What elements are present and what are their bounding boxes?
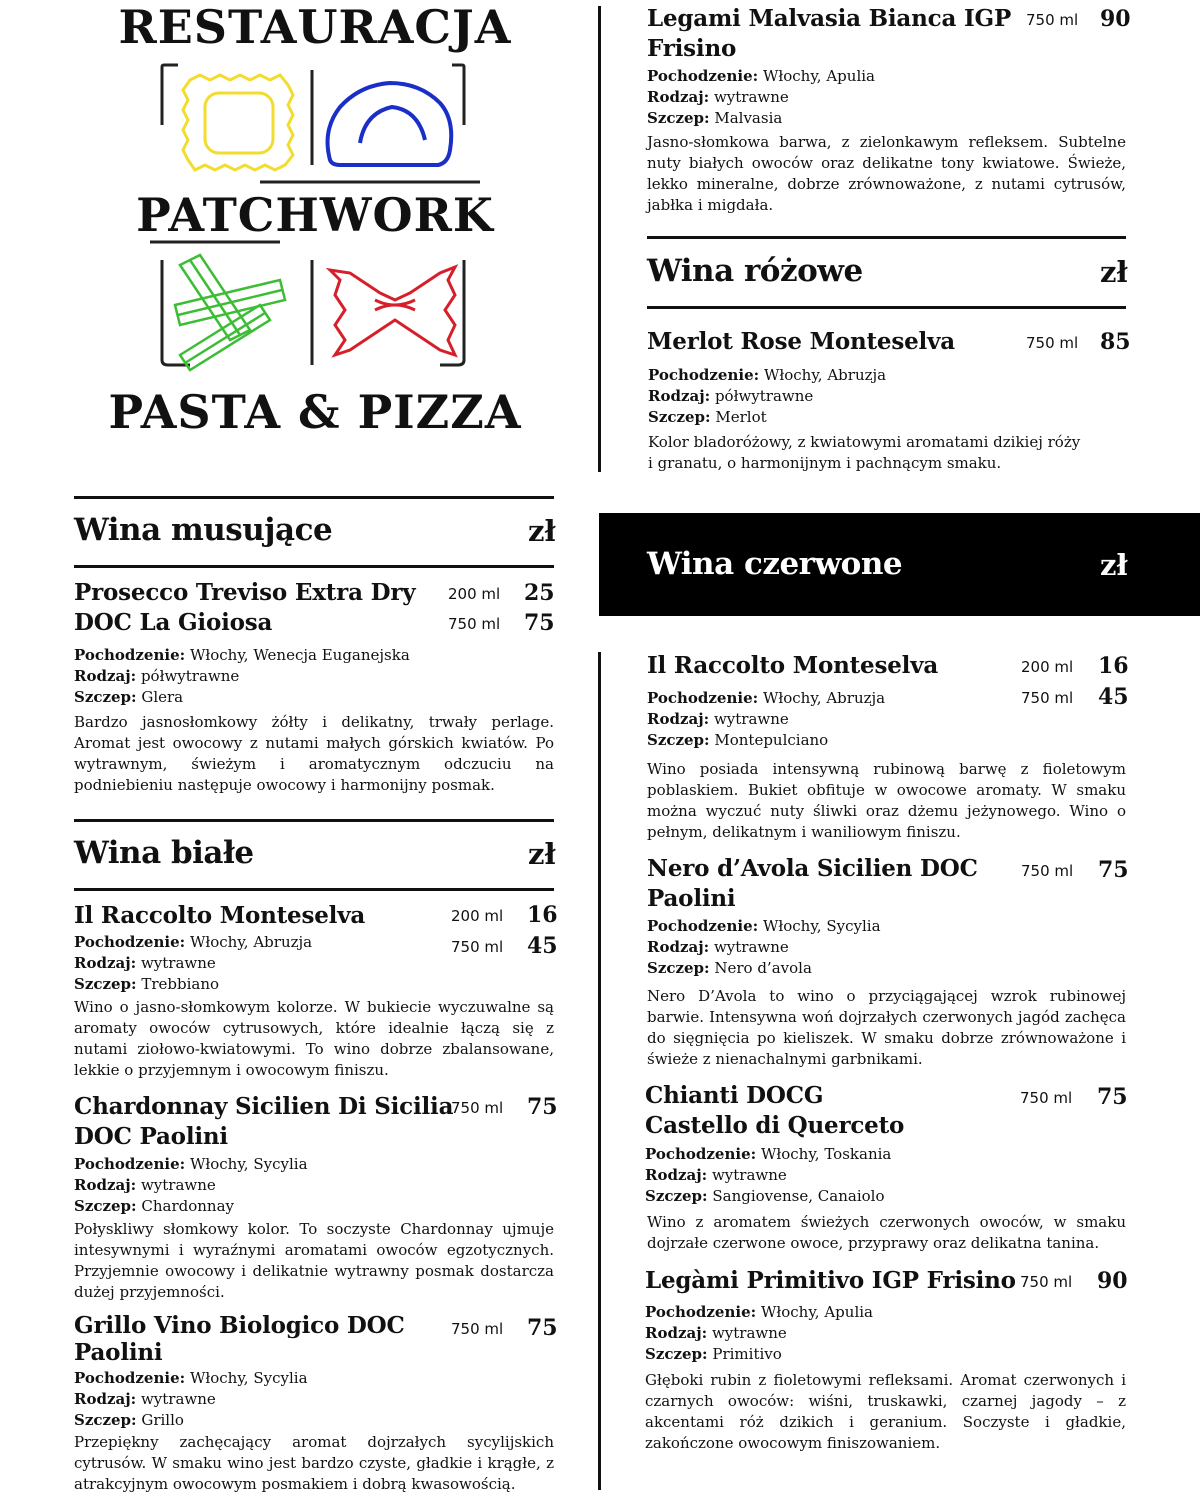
- wine-details: Pochodzenie: Włochy, Abruzja Rodzaj: wytrawne Szczep: Trebbiano: [74, 933, 313, 993]
- wine-name: Chianti DOCG Castello di Querceto: [645, 1082, 905, 1139]
- wine-details: Pochodzenie: Włochy, Sycylia Rodzaj: wytrawne Szczep: Grillo: [74, 1369, 308, 1429]
- section-currency: zł: [1100, 255, 1128, 289]
- wine-price: 75: [527, 1094, 558, 1120]
- wine-description: Wino posiada intensywną rubinową barwę z fioletowym poblaskiem. Bukiet obfituje w owocowe aromaty. W smaku można wyczuć nuty śliwki oraz dżemu jeżynowego. Wino o pełnym, delikatnym i waniliowym finiszu.: [647, 760, 1126, 841]
- wine-volume: 750 ml: [1026, 11, 1079, 29]
- section-rule-top: [647, 236, 1126, 239]
- wine-name: Merlot Rose Monteselva: [647, 328, 955, 355]
- wine-name: Legami Malvasia Bianca IGP Frisino: [647, 5, 1012, 62]
- wine-volume: 750 ml: [448, 615, 501, 633]
- dumpling-icon: [328, 83, 452, 165]
- section-currency: zł: [528, 514, 556, 548]
- wine-description: Wino z aromatem świeżych czerwonych owoców, w smaku dojrzałe czerwone owoce, przyprawy oraz delikatna tanina.: [647, 1213, 1126, 1252]
- wine-name: Legàmi Primitivo IGP Frisino: [645, 1267, 1016, 1294]
- column-divider: [598, 6, 601, 472]
- wine-price: 75: [524, 610, 555, 636]
- section-currency: zł: [1100, 548, 1128, 582]
- wine-price: 75: [1097, 1084, 1128, 1110]
- section-header-red: [599, 513, 1200, 616]
- section-title-rose: Wina różowe: [647, 253, 863, 289]
- brand-line-patchwork: PATCHWORK: [136, 188, 494, 242]
- wine-details: Pochodzenie: Włochy, Sycylia Rodzaj: wytrawne Szczep: Chardonnay: [74, 1155, 308, 1215]
- wine-volume: 750 ml: [1020, 1273, 1073, 1291]
- section-rule-bottom: [74, 565, 554, 568]
- wine-details: Pochodzenie: Włochy, Apulia Rodzaj: wytrawne Szczep: Primitivo: [645, 1303, 873, 1363]
- wine-volume: 750 ml: [451, 938, 504, 956]
- wine-details: Pochodzenie: Włochy, Apulia Rodzaj: wytrawne Szczep: Malvasia: [647, 67, 875, 127]
- wine-details: Pochodzenie: Włochy, Abruzja Rodzaj: wytrawne Szczep: Montepulciano: [647, 689, 886, 749]
- section-rule-bottom: [74, 888, 554, 891]
- wine-price: 85: [1100, 329, 1131, 355]
- brand-line-restauracja: RESTAURACJA: [118, 0, 512, 54]
- wine-name: Prosecco Treviso Extra Dry DOC La Gioiosa: [74, 579, 416, 636]
- wine-price: 25: [524, 580, 555, 606]
- wine-price: 45: [527, 933, 558, 959]
- section-title-sparkling: Wina musujące: [74, 512, 333, 548]
- wine-volume: 750 ml: [451, 1099, 504, 1117]
- wine-price: 75: [1098, 857, 1129, 883]
- wine-description: Jasno-słomkowa barwa, z zielonkawym refleksem. Subtelne nuty białych owoców oraz delikatne tony kwiatowe. Świeże, lekko mineralne, dobrze zrównoważone, z nutami cytrusów, jabłka i migdała.: [647, 133, 1126, 214]
- wine-name: Nero d’Avola Sicilien DOC Paolini: [647, 855, 978, 912]
- section-rule-top: [74, 819, 554, 822]
- wine-price: 90: [1100, 6, 1131, 32]
- section-title-white: Wina białe: [74, 835, 254, 871]
- wine-volume: 200 ml: [451, 907, 504, 925]
- ravioli-icon: [183, 75, 293, 170]
- wine-price: 90: [1097, 1268, 1128, 1294]
- wine-details: Pochodzenie: Włochy, Sycylia Rodzaj: wytrawne Szczep: Nero d’avola: [647, 917, 881, 977]
- wine-price: 16: [527, 902, 558, 928]
- wine-details: Pochodzenie: Włochy, Wenecja Euganejska Rodzaj: półwytrawne Szczep: Glera: [74, 646, 410, 706]
- farfalle-icon: [330, 267, 455, 355]
- wine-name: Il Raccolto Monteselva: [647, 652, 939, 679]
- section-rule-top: [74, 496, 554, 499]
- wine-volume: 750 ml: [1021, 862, 1074, 880]
- wine-description: Bardzo jasnosłomkowy żółty i delikatny, trwały perlage. Aromat jest owocowy z nutami małych górskich kwiatów. Po wytrawnym, świeżym i aromatycznym odczuciu na podniebieniu następuje owocowy i harmonijny posmak.: [74, 713, 554, 794]
- wine-details: Pochodzenie: Włochy, Toskania Rodzaj: wytrawne Szczep: Sangiovense, Canaiolo: [645, 1145, 892, 1205]
- wine-volume: 750 ml: [451, 1320, 504, 1338]
- wine-price: 45: [1098, 684, 1129, 710]
- section-title-red: Wina czerwone: [647, 546, 903, 582]
- wine-name: Chardonnay Sicilien Di Sicilia DOC Paolini: [74, 1093, 454, 1150]
- wine-details: Pochodzenie: Włochy, Abruzja Rodzaj: półwytrawne Szczep: Merlot: [648, 366, 887, 426]
- wine-description: Wino o jasno-słomkowym kolorze. W bukiecie wyczuwalne są aromaty owoców cytrusowych, które idealnie łączą się z nutami ziołowo-kwiatowymi. To wino dobrze zbalansowane, lekkie o przyjemnym i owocowym finiszu.: [74, 998, 554, 1079]
- wine-description: Połyskliwy słomkowy kolor. To soczyste Chardonnay ujmuje intesywnymi i wyraźnymi aromatami owoców egzotycznych. Przyjemnie owocowy i delikatnie wytrawny posmak dostarcza dużej przyjemności.: [74, 1220, 554, 1301]
- wine-name: Il Raccolto Monteselva: [74, 902, 366, 929]
- column-divider: [598, 652, 601, 1490]
- wine-description: Głęboki rubin z fioletowymi refleksami. Aromat czerwonych i czarnych owoców: wiśni, truskawki, czarnej jagody – z akcentami róż dzikich i geranium. Soczyste i gładkie, zakończone owocowym finiszowaniem.: [645, 1371, 1126, 1452]
- wine-volume: 750 ml: [1021, 689, 1074, 707]
- brand-line-pasta-pizza: PASTA & PIZZA: [108, 385, 522, 439]
- wine-volume: 200 ml: [448, 585, 501, 603]
- wine-price: 75: [527, 1315, 558, 1341]
- wine-description: Przepiękny zachęcający aromat dojrzałych sycylijskich cytrusów. W smaku wino jest bardzo czyste, gładkie i krągłe, z atrakcyjnym owocowym posmakiem i dobrą kwasowością.: [74, 1433, 554, 1493]
- penne-icon: [175, 255, 285, 370]
- wine-volume: 750 ml: [1020, 1089, 1073, 1107]
- section-rule-bottom: [647, 306, 1126, 309]
- wine-description: Kolor bladoróżowy, z kwiatowymi aromatami dzikiej róży i granatu, o harmonijnym i pachnącym smaku.: [648, 433, 1081, 472]
- wine-volume: 200 ml: [1021, 658, 1074, 676]
- wine-description: Nero D’Avola to wino o przyciągającej wzrok rubinowej barwie. Intensywna woń dojrzałych czerwonych jagód zachęca do sięgnięcia po kieliszek. W smaku dobrze zrównoważone i świeże z nienachalnymi garbnikami.: [647, 987, 1126, 1068]
- wine-price: 16: [1098, 653, 1129, 679]
- section-currency: zł: [528, 837, 556, 871]
- wine-name: Grillo Vino Biologico DOC Paolini: [74, 1312, 405, 1366]
- wine-volume: 750 ml: [1026, 334, 1079, 352]
